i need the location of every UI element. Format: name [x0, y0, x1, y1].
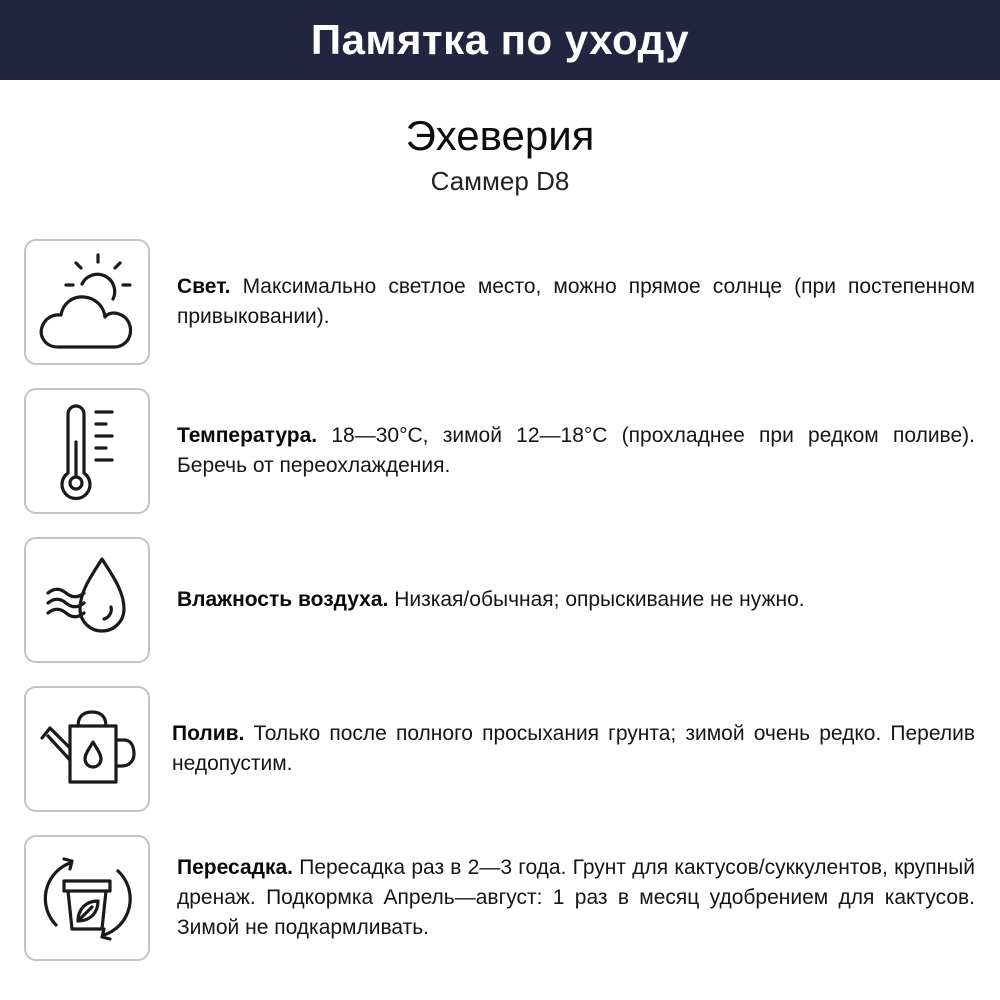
care-item-description: Низкая/обычная; опрыскивание не нужно. [394, 588, 805, 611]
plant-name: Эхеверия [405, 112, 595, 159]
thermometer-icon [26, 390, 148, 512]
care-item-repotting [0, 835, 1000, 963]
care-item-humidity [0, 537, 1000, 665]
watering-can-icon [26, 688, 148, 810]
care-item-temperature [0, 388, 1000, 516]
sun-cloud-icon [26, 241, 148, 363]
care-item-label: Пересадка. [177, 856, 293, 879]
care-item-label: Влажность воздуха. [177, 588, 389, 611]
care-item-text [177, 388, 975, 514]
care-item-label: Свет. [177, 275, 231, 298]
care-item-text [172, 686, 975, 812]
icon-frame [24, 239, 150, 365]
care-item-text [177, 239, 975, 365]
care-item-light [0, 239, 1000, 367]
care-item-text [177, 537, 975, 663]
repotting-pot-icon [26, 837, 148, 959]
header-banner [0, 0, 1000, 80]
care-item-label: Температура. [177, 424, 318, 447]
care-item-description: Только после полного просыхания грунта; зимой очень редко. Перелив недопустим. [172, 722, 975, 775]
icon-frame [24, 686, 150, 812]
icon-frame [24, 388, 150, 514]
icon-frame [24, 537, 150, 663]
care-item-description: Максимально светлое место, можно прямое солнце (при постепенном привыковании). [177, 275, 975, 328]
care-item-label: Полив. [172, 722, 245, 745]
care-item-watering [0, 686, 1000, 814]
care-item-text [177, 835, 975, 961]
icon-frame [24, 835, 150, 961]
care-item-description: 18—30°C, зимой 12—18°C (прохладнее при редком поливе). Беречь от переохлаждения. [177, 424, 975, 477]
care-item-description: Пересадка раз в 2—3 года. Грунт для кактусов/суккулентов, крупный дренаж. Подкормка Апрель—август: 1 раз в месяц удобрением для кактусов. Зимой не подкармливать. [177, 856, 975, 939]
humidity-drop-icon [26, 539, 148, 661]
page-title: Памятка по уходу [310, 16, 690, 63]
plant-variety: Саммер D8 [430, 166, 570, 196]
